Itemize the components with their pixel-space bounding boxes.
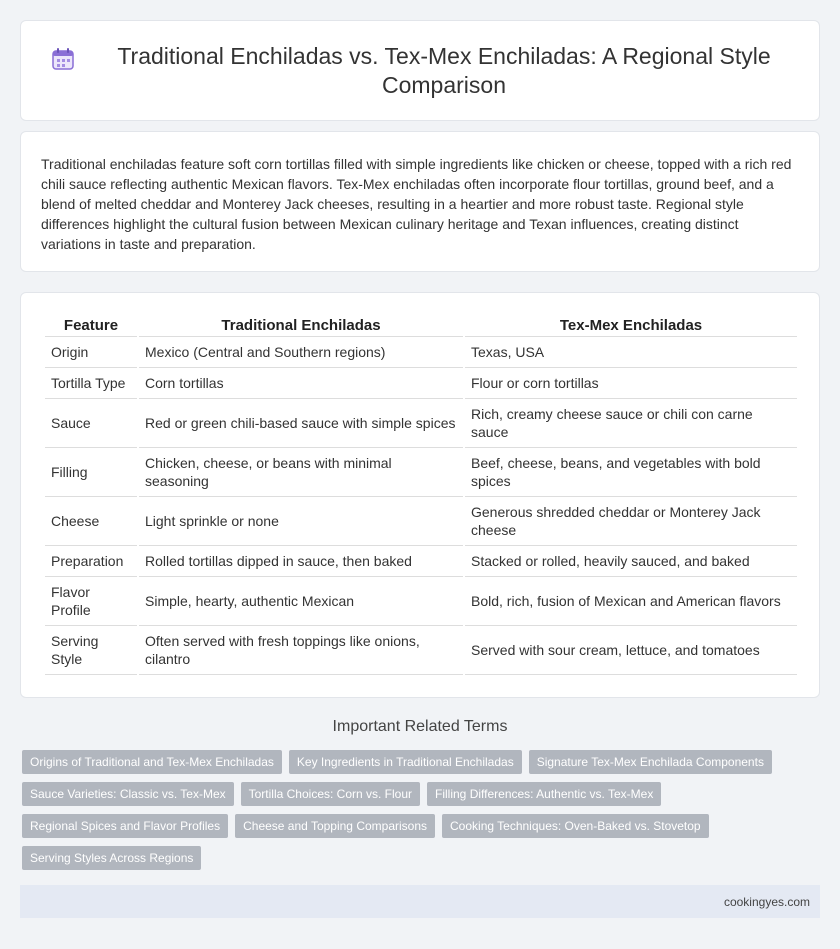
row-texmex: Rich, creamy cheese sauce or chili con carne sauce: [465, 399, 797, 448]
row-traditional: Simple, hearty, authentic Mexican: [139, 577, 463, 626]
table-row: [45, 497, 797, 546]
row-texmex: Texas, USA: [465, 337, 797, 368]
row-texmex: Served with sour cream, lettuce, and tomatoes: [465, 626, 797, 675]
row-traditional: Red or green chili-based sauce with simple spices: [139, 399, 463, 448]
related-term-tag[interactable]: Signature Tex-Mex Enchilada Components: [529, 750, 772, 774]
table-row: [45, 399, 797, 448]
header-texmex: Tex-Mex Enchiladas: [465, 313, 797, 337]
table-row: [45, 577, 797, 626]
row-feature: Preparation: [45, 546, 137, 577]
related-term-tag[interactable]: Cooking Techniques: Oven-Baked vs. Stovetop: [442, 814, 709, 838]
table-header-row: [45, 313, 797, 337]
related-term-tag[interactable]: Sauce Varieties: Classic vs. Tex-Mex: [22, 782, 234, 806]
row-traditional: Mexico (Central and Southern regions): [139, 337, 463, 368]
header-card: [20, 20, 820, 121]
row-texmex: Beef, cheese, beans, and vegetables with bold spices: [465, 448, 797, 497]
header-traditional: Traditional Enchiladas: [139, 313, 463, 337]
related-terms-title: Important Related Terms: [332, 718, 508, 735]
row-texmex: Bold, rich, fusion of Mexican and American flavors: [465, 577, 797, 626]
row-traditional: Light sprinkle or none: [139, 497, 463, 546]
row-traditional: Corn tortillas: [139, 368, 463, 399]
table-row: [45, 337, 797, 368]
footer: [20, 885, 820, 918]
table-row: [45, 368, 797, 399]
related-terms-list: [22, 750, 812, 878]
row-texmex: Stacked or rolled, heavily sauced, and baked: [465, 546, 797, 577]
comparison-card: [20, 292, 820, 698]
page-title: Traditional Enchiladas vs. Tex-Mex Enchiladas: A Regional Style Comparison: [117, 42, 771, 98]
row-feature: Filling: [45, 448, 137, 497]
intro-card: [20, 131, 820, 272]
calendar-icon: [50, 46, 76, 72]
intro-text: Traditional enchiladas feature soft corn tortillas filled with simple ingredients like chicken or cheese, topped with a rich red chili sauce reflecting authentic Mexican flavors. Tex-Mex enchiladas often incorporate flour tortillas, ground beef, and a blend of melted cheddar and Monterey Jack cheeses, resulting in a heartier and more robust taste. Regional style differences highlight the cultural fusion between Mexican culinary heritage and Texan influences, creating distinct variations in taste and preparation.: [41, 156, 792, 252]
row-traditional: Rolled tortillas dipped in sauce, then baked: [139, 546, 463, 577]
related-term-tag[interactable]: Serving Styles Across Regions: [22, 846, 201, 870]
row-traditional: Often served with fresh toppings like onions, cilantro: [139, 626, 463, 675]
header-feature: Feature: [45, 313, 137, 337]
table-row: [45, 448, 797, 497]
related-term-tag[interactable]: Filling Differences: Authentic vs. Tex-Mex: [427, 782, 661, 806]
comparison-table: [43, 313, 799, 675]
related-term-tag[interactable]: Regional Spices and Flavor Profiles: [22, 814, 228, 838]
row-feature: Sauce: [45, 399, 137, 448]
related-term-tag[interactable]: Key Ingredients in Traditional Enchiladas: [289, 750, 522, 774]
row-traditional: Chicken, cheese, or beans with minimal seasoning: [139, 448, 463, 497]
row-feature: Tortilla Type: [45, 368, 137, 399]
row-feature: Serving Style: [45, 626, 137, 675]
row-texmex: Flour or corn tortillas: [465, 368, 797, 399]
footer-site-link[interactable]: cookingyes.com: [723, 894, 810, 909]
row-feature: Cheese: [45, 497, 137, 546]
table-row: [45, 546, 797, 577]
table-row: [45, 626, 797, 675]
related-term-tag[interactable]: Origins of Traditional and Tex-Mex Enchiladas: [22, 750, 282, 774]
related-term-tag[interactable]: Tortilla Choices: Corn vs. Flour: [241, 782, 420, 806]
row-feature: Flavor Profile: [45, 577, 137, 626]
related-term-tag[interactable]: Cheese and Topping Comparisons: [235, 814, 435, 838]
row-feature: Origin: [45, 337, 137, 368]
row-texmex: Generous shredded cheddar or Monterey Jack cheese: [465, 497, 797, 546]
